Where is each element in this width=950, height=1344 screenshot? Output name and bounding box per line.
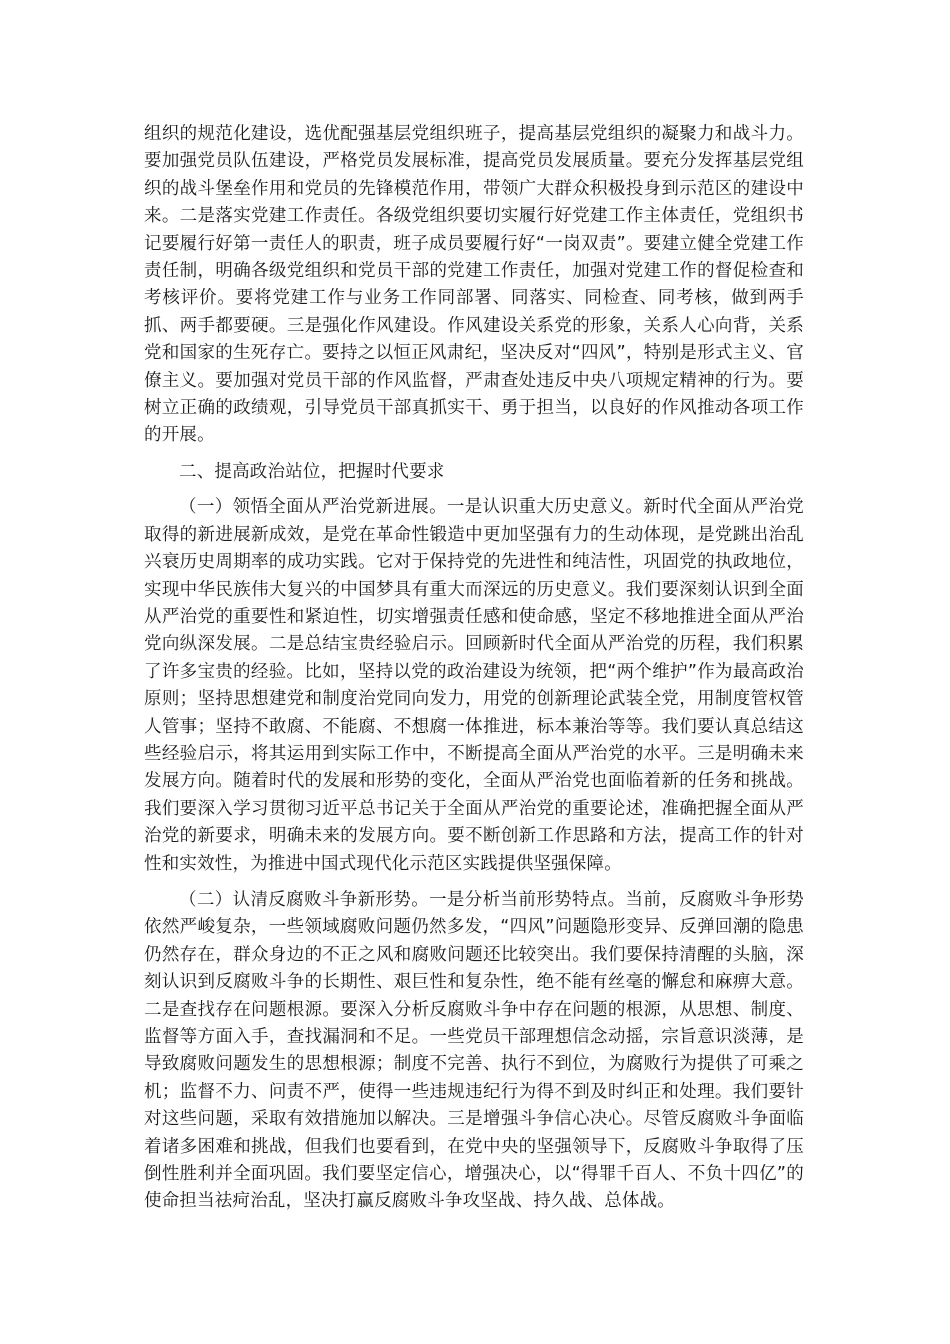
- body-paragraph-2: （二）认清反腐败斗争新形势。一是分析当前形势特点。当前，反腐败斗争形势依然严峻复杂，一些领域腐败问题仍然多发，“四风”问题隐形变异、反弹回潮的隐患仍然存在，群众身边的不正之风和腐败问题还比较突出。我们要保持清醒的头脑，深刻认识到反腐败斗争的长期性、艰巨性和复杂性，绝不能有丝毫的懈怠和麻痹大意。二是查找存在问题根源。要深入分析反腐败斗争中存在问题的根源，从思想、制度、监督等方面入手，查找漏洞和不足。一些党员干部理想信念动摇，宗旨意识淡薄，是导致腐败问题发生的思想根源；制度不完善、执行不到位，为腐败行为提供了可乘之机；监督不力、问责不严，使得一些违规违纪行为得不到及时纠正和处理。我们要针对这些问题，采取有效措施加以解决。三是增强斗争信心决心。尽管反腐败斗争面临着诸多困难和挑战，但我们也要看到，在党中央的坚强领导下，反腐败斗争取得了压倒性胜利并全面巩固。我们要坚定信心，增强决心，以“得罪千百人、不负十四亿”的使命担当祛疴治乱，坚决打赢反腐败斗争攻坚战、持久战、总体战。: [144, 889, 804, 1212]
- section-heading: 二、提高政治站位，把握时代要求: [179, 461, 445, 482]
- document-page: [144, 121, 804, 1225]
- body-paragraph-1: （一）领悟全面从严治党新进展。一是认识重大历史意义。新时代全面从严治党取得的新进展新成效，是党在革命性锻造中更加坚强有力的生动体现，是党跳出治乱兴衰历史周期率的成功实践。它对于保持党的先进性和纯洁性，巩固党的执政地位，实现中华民族伟大复兴的中国梦具有重大而深远的历史意义。我们要深刻认识到全面从严治党的重要性和紧迫性，切实增强责任感和使命感，坚定不移地推进全面从严治党向纵深发展。二是总结宝贵经验启示。回顾新时代全面从严治党的历程，我们积累了许多宝贵的经验。比如，坚持以党的政治建设为统领，把“两个维护”作为最高政治原则；坚持思想建党和制度治党同向发力，用党的创新理论武装全党，用制度管权管人管事；坚持不敢腐、不能腐、不想腐一体推进，标本兼治等等。我们要认真总结这些经验启示，将其运用到实际工作中，不断提高全面从严治党的水平。三是明确未来发展方向。随着时代的发展和形势的变化，全面从严治党也面临着新的任务和挑战。我们要深入学习贯彻习近平总书记关于全面从严治党的重要论述，准确把握全面从严治党的新要求，明确未来的发展方向。要不断创新工作思路和方法，提高工作的针对性和实效性，为推进中国式现代化示范区实践提供坚强保障。: [144, 497, 804, 874]
- body-paragraph-continued: 组织的规范化建设，选优配强基层党组织班子，提高基层党组织的凝聚力和战斗力。要加强党员队伍建设，严格党员发展标准，提高党员发展质量。要充分发挥基层党组织的战斗堡垒作用和党员的先锋模范作用，带领广大群众积极投身到示范区的建设中来。二是落实党建工作责任。各级党组织要切实履行好党建工作主体责任，党组织书记要履行好第一责任人的职责，班子成员要履行好“一岗双责”。要建立健全党建工作责任制，明确各级党组织和党员干部的党建工作责任，加强对党建工作的督促检查和考核评价。要将党建工作与业务工作同部署、同落实、同检查、同考核，做到两手抓、两手都要硬。三是强化作风建设。作风建设关系党的形象，关系人心向背，关系党和国家的生死存亡。要持之以恒正风肃纪，坚决反对“四风”，特别是形式主义、官僚主义。要加强对党员干部的作风监督，严肃查处违反中央八项规定精神的行为。要树立正确的政绩观，引导党员干部真抓实干、勇于担当，以良好的作风推动各项工作的开展。: [144, 124, 804, 446]
